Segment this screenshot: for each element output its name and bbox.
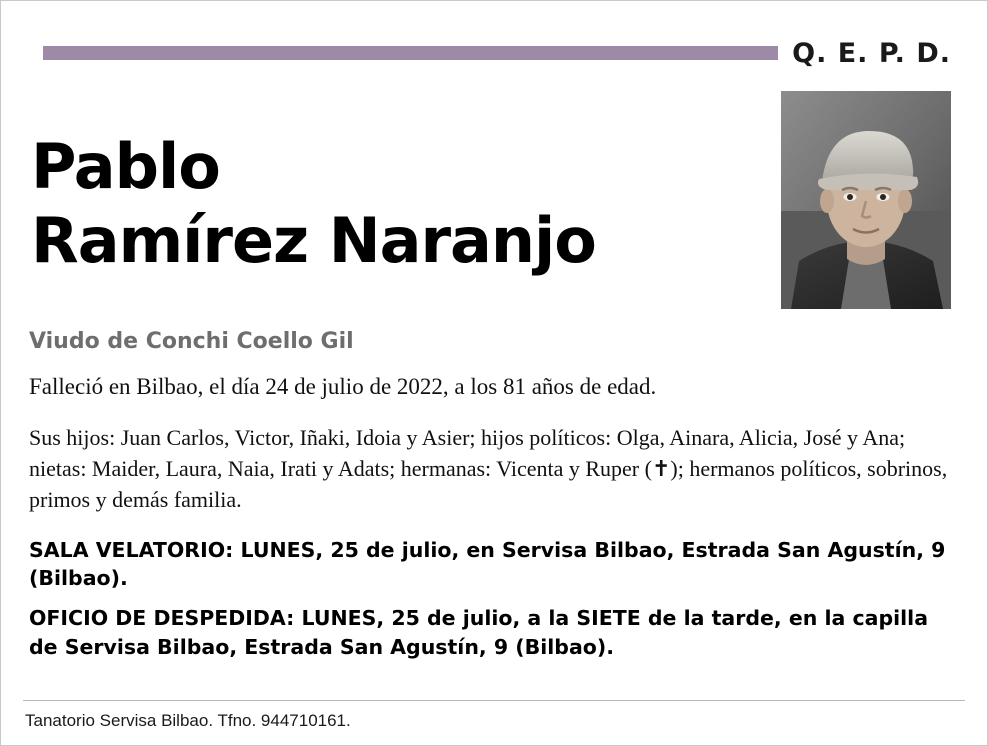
- last-name: Ramírez Naranjo: [31, 204, 596, 277]
- decorative-bar: [43, 46, 778, 60]
- portrait-image: [781, 91, 951, 309]
- notice-body: [29, 329, 957, 661]
- funeral-home-contact: Tanatorio Servisa Bilbao. Tfno. 944710161.: [25, 711, 351, 730]
- first-name: Pablo: [31, 130, 220, 203]
- service-farewell: OFICIO DE DESPEDIDA: LUNES, 25 de julio, a la SIETE de la tarde, en la capilla de Servisa Bilbao, Estrada San Agustín, 9 (Bilbao).: [29, 606, 929, 659]
- portrait-photo: [781, 91, 951, 309]
- spouse-line: Viudo de Conchi Coello Gil: [29, 329, 354, 354]
- service-wake: SALA VELATORIO: LUNES, 25 de julio, en Servisa Bilbao, Estrada San Agustín, 9 (Bilbao).: [29, 537, 946, 590]
- death-line: Falleció en Bilbao, el día 24 de julio de 2022, a los 81 años de edad.: [29, 374, 657, 399]
- family-line: Sus hijos: Juan Carlos, Victor, Iñaki, Idoia y Asier; hijos políticos: Olga, Ainara, Alicia, José y Ana; nietas: Maider, Laura, Naia, Irati y Adats; hermanas: Vicenta y Ruper (✝); hermanos políticos, sobrinos, primos y demás familia.: [29, 425, 948, 513]
- deceased-name: [31, 130, 751, 277]
- header-band: [43, 39, 951, 67]
- qepd-label: Q. E. P. D.: [792, 37, 951, 69]
- footer-divider: [23, 700, 965, 701]
